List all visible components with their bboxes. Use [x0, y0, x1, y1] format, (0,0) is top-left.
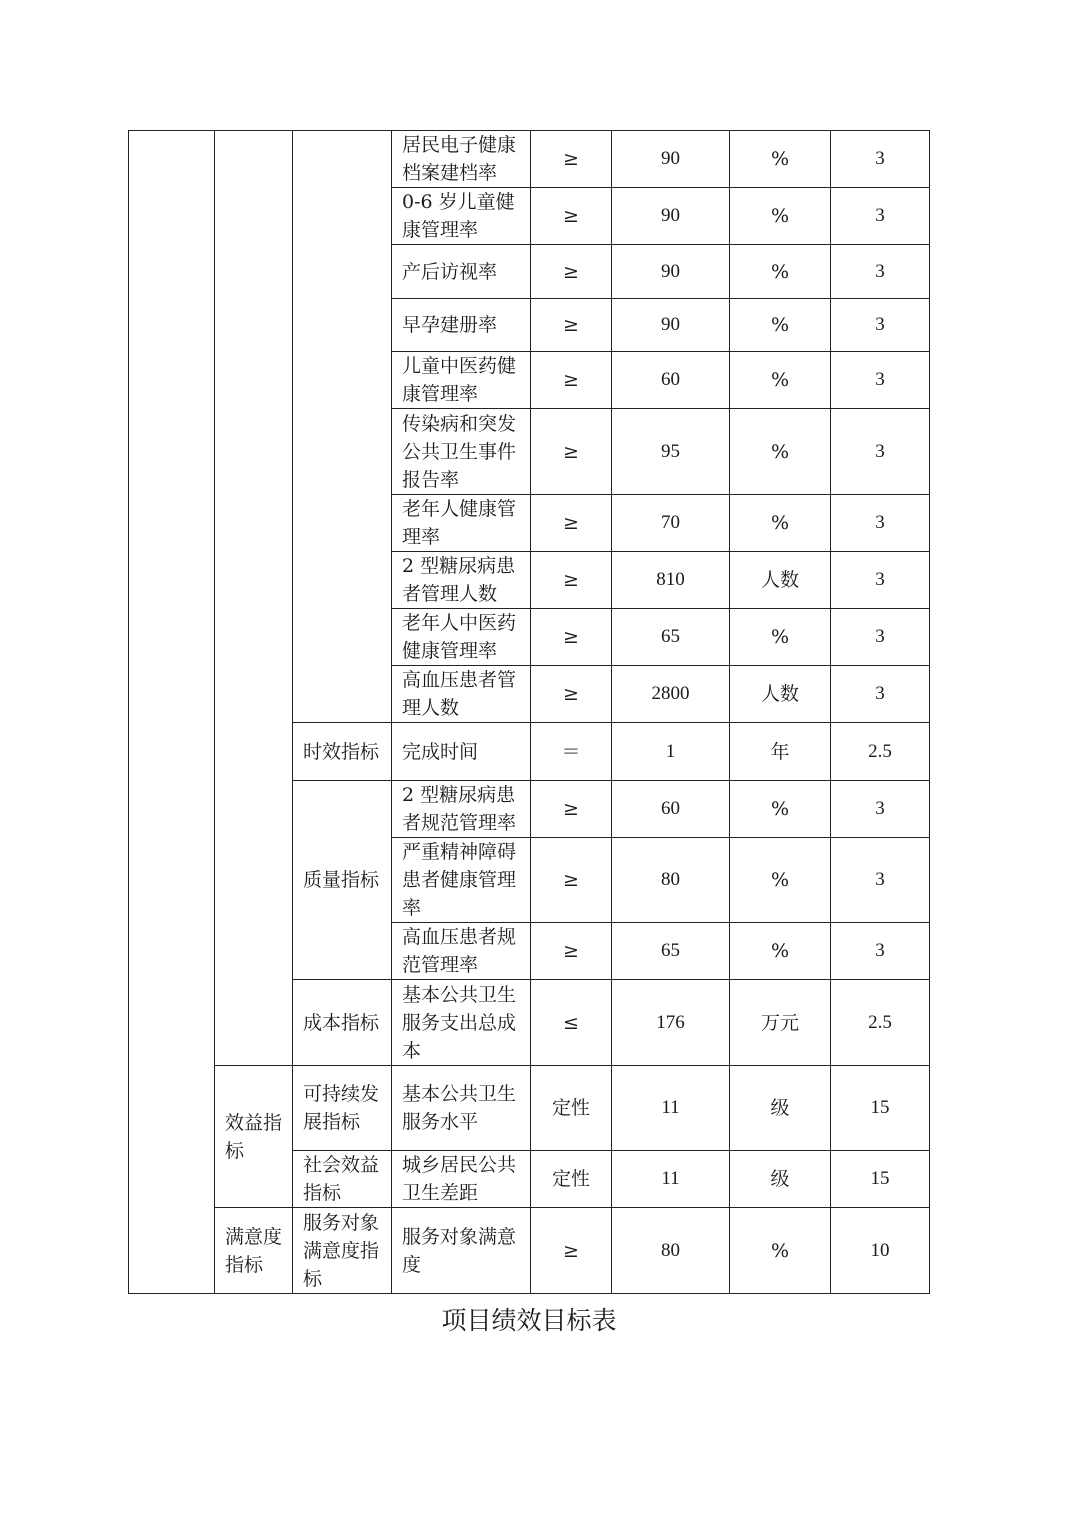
operator: ≥ [531, 666, 612, 723]
score: 3 [831, 495, 930, 552]
unit: 年 [730, 723, 831, 781]
quantity-indicator-cell [293, 131, 392, 723]
unit: 人数 [730, 666, 831, 723]
unit: % [730, 245, 831, 299]
level3-indicator: 时效指标 [293, 723, 392, 781]
score: 3 [831, 923, 930, 980]
operator: ≥ [531, 495, 612, 552]
indicator-name: 老年人中医药健康管理率 [392, 609, 531, 666]
score: 3 [831, 609, 930, 666]
unit: % [730, 781, 831, 838]
score: 3 [831, 245, 930, 299]
operator: ≥ [531, 1208, 612, 1294]
target-value: 176 [612, 980, 730, 1066]
target-value: 11 [612, 1151, 730, 1208]
table-row [129, 1066, 930, 1151]
indicator-name: 城乡居民公共卫生差距 [392, 1151, 531, 1208]
level3-indicator: 服务对象满意度指标 [293, 1208, 392, 1294]
operator: ≥ [531, 245, 612, 299]
indicator-name: 2 型糖尿病患者规范管理率 [392, 781, 531, 838]
operator: ≥ [531, 409, 612, 495]
indicator-name: 基本公共卫生服务支出总成本 [392, 980, 531, 1066]
score: 3 [831, 666, 930, 723]
target-value: 1 [612, 723, 730, 781]
score: 2.5 [831, 980, 930, 1066]
target-value: 90 [612, 299, 730, 352]
target-value: 60 [612, 352, 730, 409]
indicator-name: 儿童中医药健康管理率 [392, 352, 531, 409]
level1-indicator-cell [129, 131, 215, 1294]
target-value: 11 [612, 1066, 730, 1151]
unit: % [730, 188, 831, 245]
target-value: 70 [612, 495, 730, 552]
target-value: 810 [612, 552, 730, 609]
target-value: 95 [612, 409, 730, 495]
target-value: 90 [612, 245, 730, 299]
table-caption: 项目绩效目标表 [441, 1306, 617, 1335]
target-value: 60 [612, 781, 730, 838]
unit: 级 [730, 1066, 831, 1151]
unit: % [730, 352, 831, 409]
operator: ≥ [531, 923, 612, 980]
target-value: 90 [612, 188, 730, 245]
level3-indicator: 质量指标 [293, 781, 392, 980]
unit: % [730, 1208, 831, 1294]
target-value: 2800 [612, 666, 730, 723]
indicator-name: 严重精神障碍患者健康管理率 [392, 838, 531, 923]
score: 15 [831, 1066, 930, 1151]
level3-indicator: 成本指标 [293, 980, 392, 1066]
operator: ＝ [531, 723, 612, 781]
indicator-name: 传染病和突发公共卫生事件报告率 [392, 409, 531, 495]
indicator-name: 产后访视率 [392, 245, 531, 299]
indicator-name: 2 型糖尿病患者管理人数 [392, 552, 531, 609]
performance-target-table [128, 130, 930, 1294]
target-value: 80 [612, 1208, 730, 1294]
unit: % [730, 838, 831, 923]
unit: % [730, 409, 831, 495]
indicator-name: 完成时间 [392, 723, 531, 781]
score: 3 [831, 409, 930, 495]
indicator-name: 0-6 岁儿童健康管理率 [392, 188, 531, 245]
operator: ≥ [531, 781, 612, 838]
operator: ≥ [531, 838, 612, 923]
score: 3 [831, 131, 930, 188]
operator: ≥ [531, 188, 612, 245]
unit: % [730, 923, 831, 980]
indicator-name: 老年人健康管理率 [392, 495, 531, 552]
score: 15 [831, 1151, 930, 1208]
level3-indicator: 社会效益指标 [293, 1151, 392, 1208]
target-value: 65 [612, 609, 730, 666]
operator: ≥ [531, 352, 612, 409]
unit: 万元 [730, 980, 831, 1066]
unit: 级 [730, 1151, 831, 1208]
target-value: 90 [612, 131, 730, 188]
score: 3 [831, 552, 930, 609]
score: 3 [831, 188, 930, 245]
operator: ≤ [531, 980, 612, 1066]
operator: 定性 [531, 1151, 612, 1208]
score: 2.5 [831, 723, 930, 781]
operator: ≥ [531, 609, 612, 666]
unit: 人数 [730, 552, 831, 609]
level2-indicator: 满意度指标 [215, 1208, 293, 1294]
target-value: 65 [612, 923, 730, 980]
indicator-name: 居民电子健康档案建档率 [392, 131, 531, 188]
target-value: 80 [612, 838, 730, 923]
indicator-name: 高血压患者规范管理率 [392, 923, 531, 980]
table-row [129, 131, 930, 188]
score: 10 [831, 1208, 930, 1294]
operator: 定性 [531, 1066, 612, 1151]
score: 3 [831, 352, 930, 409]
score: 3 [831, 838, 930, 923]
unit: % [730, 609, 831, 666]
indicator-name: 高血压患者管理人数 [392, 666, 531, 723]
operator: ≥ [531, 131, 612, 188]
level3-indicator: 可持续发展指标 [293, 1066, 392, 1151]
indicator-name: 服务对象满意度 [392, 1208, 531, 1294]
output-indicator-cell [215, 131, 293, 1066]
indicator-name: 基本公共卫生服务水平 [392, 1066, 531, 1151]
score: 3 [831, 299, 930, 352]
indicator-name: 早孕建册率 [392, 299, 531, 352]
score: 3 [831, 781, 930, 838]
unit: % [730, 299, 831, 352]
operator: ≥ [531, 552, 612, 609]
unit: % [730, 131, 831, 188]
operator: ≥ [531, 299, 612, 352]
unit: % [730, 495, 831, 552]
level2-indicator: 效益指标 [215, 1066, 293, 1208]
table-row [129, 1208, 930, 1294]
